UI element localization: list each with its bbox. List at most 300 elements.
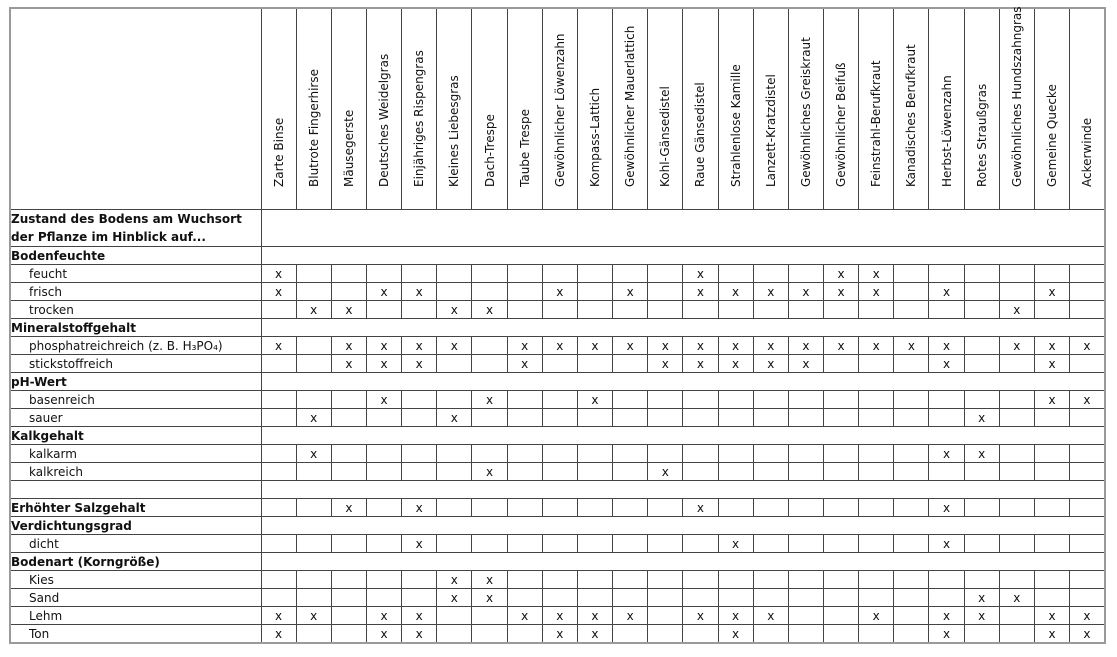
mark-cell xyxy=(542,589,577,607)
mark-cell: x xyxy=(1034,607,1069,625)
mark-cell: x xyxy=(1070,625,1105,644)
mark-cell: x xyxy=(1070,337,1105,355)
mark-cell: x xyxy=(261,265,296,283)
mark-cell xyxy=(824,625,859,644)
mark-cell xyxy=(1070,445,1105,463)
category-label: Bodenfeuchte xyxy=(10,247,261,265)
mark-cell xyxy=(824,499,859,517)
mark-cell xyxy=(753,571,788,589)
mark-cell: x xyxy=(859,265,894,283)
mark-cell xyxy=(402,463,437,481)
mark-cell: x xyxy=(824,283,859,301)
mark-cell xyxy=(472,409,507,427)
category-data-row xyxy=(10,499,1105,517)
mark-cell xyxy=(648,589,683,607)
mark-cell xyxy=(331,607,366,625)
mark-cell: x xyxy=(753,355,788,373)
plant-name: Herbst-Löwenzahn xyxy=(939,75,954,187)
mark-cell xyxy=(648,607,683,625)
condition-row xyxy=(10,535,1105,553)
mark-cell xyxy=(964,499,999,517)
mark-cell: x xyxy=(824,265,859,283)
corner-cell xyxy=(10,8,261,210)
mark-cell xyxy=(542,409,577,427)
mark-cell xyxy=(964,301,999,319)
mark-cell xyxy=(296,355,331,373)
mark-cell xyxy=(964,265,999,283)
mark-cell: x xyxy=(577,337,612,355)
mark-cell xyxy=(929,589,964,607)
mark-cell xyxy=(648,445,683,463)
blank-row xyxy=(10,481,1105,499)
mark-cell xyxy=(507,391,542,409)
mark-cell: x xyxy=(613,607,648,625)
mark-cell xyxy=(894,355,929,373)
plant-column-header xyxy=(472,8,507,210)
condition-label: feucht xyxy=(10,265,261,283)
mark-cell: x xyxy=(929,355,964,373)
condition-label: Ton xyxy=(10,625,261,644)
mark-cell xyxy=(577,445,612,463)
mark-cell xyxy=(788,535,823,553)
mark-cell xyxy=(859,499,894,517)
mark-cell xyxy=(472,265,507,283)
condition-label: Sand xyxy=(10,589,261,607)
mark-cell xyxy=(894,265,929,283)
mark-cell: x xyxy=(718,337,753,355)
plant-name: Dach-Trespe xyxy=(482,114,497,187)
mark-cell xyxy=(929,409,964,427)
mark-cell xyxy=(929,301,964,319)
mark-cell: x xyxy=(472,589,507,607)
mark-cell xyxy=(296,589,331,607)
intro-label-line2: der Pflanze im Hinblick auf... xyxy=(11,230,206,244)
mark-cell: x xyxy=(1034,355,1069,373)
mark-cell xyxy=(824,409,859,427)
plant-column-header xyxy=(261,8,296,210)
category-span-cell xyxy=(261,319,1105,337)
mark-cell: x xyxy=(929,535,964,553)
plant-column-header xyxy=(437,8,472,210)
plant-column-header xyxy=(753,8,788,210)
mark-cell xyxy=(929,391,964,409)
condition-row xyxy=(10,589,1105,607)
mark-cell xyxy=(859,589,894,607)
plant-column-header xyxy=(859,8,894,210)
mark-cell xyxy=(296,283,331,301)
mark-cell xyxy=(648,499,683,517)
mark-cell: x xyxy=(683,283,718,301)
mark-cell xyxy=(507,265,542,283)
mark-cell: x xyxy=(1070,391,1105,409)
mark-cell xyxy=(577,589,612,607)
mark-cell: x xyxy=(824,337,859,355)
category-label: Mineralstoffgehalt xyxy=(10,319,261,337)
category-span-cell xyxy=(261,553,1105,571)
category-label: Verdichtungsgrad xyxy=(10,517,261,535)
mark-cell xyxy=(859,571,894,589)
mark-cell xyxy=(964,391,999,409)
mark-cell xyxy=(437,607,472,625)
intro-span-cell xyxy=(261,210,1105,247)
mark-cell xyxy=(788,463,823,481)
mark-cell: x xyxy=(577,625,612,644)
condition-label: stickstoffreich xyxy=(10,355,261,373)
mark-cell xyxy=(472,445,507,463)
mark-cell xyxy=(648,625,683,644)
category-label: Kalkgehalt xyxy=(10,427,261,445)
mark-cell xyxy=(648,571,683,589)
mark-cell: x xyxy=(402,625,437,644)
plant-column-header xyxy=(402,8,437,210)
mark-cell xyxy=(261,445,296,463)
mark-cell xyxy=(366,499,401,517)
mark-cell xyxy=(437,445,472,463)
mark-cell: x xyxy=(577,391,612,409)
condition-row xyxy=(10,463,1105,481)
mark-cell xyxy=(613,391,648,409)
category-label: Erhöhter Salzgehalt xyxy=(10,499,261,517)
mark-cell xyxy=(331,625,366,644)
mark-cell xyxy=(999,355,1034,373)
mark-cell: x xyxy=(683,265,718,283)
mark-cell xyxy=(824,445,859,463)
mark-cell xyxy=(788,265,823,283)
mark-cell: x xyxy=(296,409,331,427)
mark-cell xyxy=(824,463,859,481)
mark-cell xyxy=(824,391,859,409)
mark-cell: x xyxy=(718,535,753,553)
plant-name: Raue Gänsedistel xyxy=(693,82,708,187)
mark-cell: x xyxy=(683,355,718,373)
mark-cell xyxy=(331,571,366,589)
plant-name: Strahlenlose Kamille xyxy=(728,64,743,187)
mark-cell: x xyxy=(366,337,401,355)
mark-cell: x xyxy=(472,463,507,481)
mark-cell xyxy=(437,535,472,553)
mark-cell: x xyxy=(718,355,753,373)
mark-cell: x xyxy=(859,607,894,625)
condition-label: frisch xyxy=(10,283,261,301)
mark-cell xyxy=(507,301,542,319)
mark-cell xyxy=(331,589,366,607)
mark-cell xyxy=(507,283,542,301)
mark-cell xyxy=(261,571,296,589)
mark-cell xyxy=(894,283,929,301)
mark-cell xyxy=(1070,499,1105,517)
mark-cell: x xyxy=(331,301,366,319)
mark-cell xyxy=(613,535,648,553)
mark-cell xyxy=(999,445,1034,463)
mark-cell xyxy=(472,355,507,373)
mark-cell: x xyxy=(999,589,1034,607)
mark-cell xyxy=(999,409,1034,427)
mark-cell xyxy=(999,499,1034,517)
mark-cell xyxy=(753,499,788,517)
condition-label: trocken xyxy=(10,301,261,319)
mark-cell xyxy=(507,589,542,607)
mark-cell xyxy=(753,391,788,409)
plant-name: Gemeine Quecke xyxy=(1045,84,1060,187)
mark-cell xyxy=(824,301,859,319)
mark-cell xyxy=(788,391,823,409)
mark-cell: x xyxy=(437,571,472,589)
mark-cell: x xyxy=(472,571,507,589)
mark-cell xyxy=(472,499,507,517)
mark-cell xyxy=(683,571,718,589)
mark-cell: x xyxy=(1034,337,1069,355)
mark-cell xyxy=(613,409,648,427)
mark-cell xyxy=(894,499,929,517)
mark-cell: x xyxy=(859,337,894,355)
plant-column-header xyxy=(894,8,929,210)
plant-name: Kleines Liebesgras xyxy=(447,75,462,187)
intro-label-line1: Zustand des Bodens am Wuchsort xyxy=(11,212,242,226)
mark-cell xyxy=(296,571,331,589)
mark-cell xyxy=(824,607,859,625)
mark-cell xyxy=(718,445,753,463)
mark-cell xyxy=(964,625,999,644)
mark-cell xyxy=(683,391,718,409)
mark-cell: x xyxy=(753,283,788,301)
mark-cell xyxy=(753,625,788,644)
mark-cell: x xyxy=(999,301,1034,319)
mark-cell: x xyxy=(366,625,401,644)
condition-label: basenreich xyxy=(10,391,261,409)
mark-cell xyxy=(472,337,507,355)
plant-header-row xyxy=(10,8,1105,210)
mark-cell xyxy=(648,391,683,409)
mark-cell xyxy=(788,589,823,607)
category-row xyxy=(10,319,1105,337)
mark-cell: x xyxy=(788,355,823,373)
category-span-cell xyxy=(261,481,1105,499)
mark-cell: x xyxy=(929,337,964,355)
mark-cell xyxy=(261,355,296,373)
mark-cell xyxy=(894,445,929,463)
mark-cell xyxy=(999,571,1034,589)
mark-cell xyxy=(577,409,612,427)
mark-cell: x xyxy=(507,337,542,355)
mark-cell xyxy=(824,589,859,607)
mark-cell xyxy=(577,571,612,589)
mark-cell: x xyxy=(1034,283,1069,301)
mark-cell: x xyxy=(683,337,718,355)
mark-cell xyxy=(261,535,296,553)
mark-cell xyxy=(1034,463,1069,481)
mark-cell xyxy=(1070,589,1105,607)
plant-name: Feinstrahl-Berufkraut xyxy=(869,60,884,187)
mark-cell xyxy=(648,283,683,301)
mark-cell: x xyxy=(542,283,577,301)
mark-cell: x xyxy=(331,499,366,517)
mark-cell: x xyxy=(894,337,929,355)
mark-cell xyxy=(437,499,472,517)
mark-cell xyxy=(613,571,648,589)
mark-cell xyxy=(613,589,648,607)
mark-cell xyxy=(437,265,472,283)
mark-cell xyxy=(894,589,929,607)
mark-cell: x xyxy=(261,337,296,355)
mark-cell xyxy=(859,445,894,463)
plant-name: Rotes Straußgras xyxy=(974,83,989,187)
mark-cell: x xyxy=(1034,625,1069,644)
category-label: Bodenart (Korngröße) xyxy=(10,553,261,571)
plant-name: Lanzett-Kratzdistel xyxy=(763,74,778,187)
plant-name: Gewöhnliches Greiskraut xyxy=(798,37,813,187)
plant-column-header xyxy=(577,8,612,210)
mark-cell xyxy=(542,535,577,553)
plant-name: Blutrote Fingerhirse xyxy=(306,69,321,187)
mark-cell: x xyxy=(261,625,296,644)
mark-cell xyxy=(859,391,894,409)
mark-cell xyxy=(613,265,648,283)
mark-cell xyxy=(753,535,788,553)
category-span-cell xyxy=(261,517,1105,535)
mark-cell xyxy=(824,355,859,373)
condition-row xyxy=(10,625,1105,644)
mark-cell: x xyxy=(402,337,437,355)
plant-column-header xyxy=(1070,8,1105,210)
mark-cell xyxy=(894,535,929,553)
mark-cell: x xyxy=(1034,391,1069,409)
mark-cell xyxy=(261,409,296,427)
mark-cell xyxy=(577,535,612,553)
mark-cell xyxy=(542,445,577,463)
mark-cell xyxy=(331,265,366,283)
mark-cell: x xyxy=(331,355,366,373)
mark-cell xyxy=(1034,301,1069,319)
mark-cell xyxy=(753,409,788,427)
mark-cell: x xyxy=(261,607,296,625)
mark-cell xyxy=(1034,571,1069,589)
intro-row xyxy=(10,210,1105,247)
plant-column-header xyxy=(964,8,999,210)
mark-cell xyxy=(964,337,999,355)
mark-cell xyxy=(964,535,999,553)
mark-cell xyxy=(894,391,929,409)
mark-cell xyxy=(894,571,929,589)
mark-cell xyxy=(613,445,648,463)
mark-cell xyxy=(613,625,648,644)
plant-name: Zarte Binse xyxy=(271,117,286,187)
condition-row xyxy=(10,355,1105,373)
mark-cell: x xyxy=(964,445,999,463)
mark-cell: x xyxy=(402,607,437,625)
mark-cell xyxy=(613,355,648,373)
mark-cell xyxy=(753,463,788,481)
mark-cell xyxy=(753,589,788,607)
mark-cell xyxy=(577,301,612,319)
intro-label xyxy=(10,210,261,247)
mark-cell xyxy=(577,499,612,517)
condition-label: kalkreich xyxy=(10,463,261,481)
mark-cell xyxy=(366,265,401,283)
mark-cell xyxy=(296,535,331,553)
mark-cell xyxy=(542,301,577,319)
plant-column-header xyxy=(542,8,577,210)
mark-cell xyxy=(964,283,999,301)
plant-column-header xyxy=(648,8,683,210)
mark-cell xyxy=(331,463,366,481)
plant-name: Taube Trespe xyxy=(517,109,532,187)
condition-label: kalkarm xyxy=(10,445,261,463)
mark-cell xyxy=(824,571,859,589)
mark-cell: x xyxy=(929,625,964,644)
mark-cell xyxy=(1070,463,1105,481)
mark-cell xyxy=(402,301,437,319)
mark-cell xyxy=(859,355,894,373)
mark-cell xyxy=(929,463,964,481)
mark-cell: x xyxy=(753,337,788,355)
mark-cell: x xyxy=(437,409,472,427)
plant-name: Kanadisches Berufkraut xyxy=(904,44,919,187)
plant-column-header xyxy=(507,8,542,210)
plant-column-header xyxy=(718,8,753,210)
mark-cell: x xyxy=(929,607,964,625)
mark-cell xyxy=(437,463,472,481)
mark-cell xyxy=(718,463,753,481)
mark-cell xyxy=(788,301,823,319)
mark-cell xyxy=(507,445,542,463)
mark-cell: x xyxy=(577,607,612,625)
mark-cell xyxy=(683,589,718,607)
mark-cell: x xyxy=(437,337,472,355)
mark-cell xyxy=(859,409,894,427)
mark-cell xyxy=(613,463,648,481)
condition-row xyxy=(10,391,1105,409)
mark-cell xyxy=(472,535,507,553)
mark-cell xyxy=(296,463,331,481)
plant-column-header xyxy=(1034,8,1069,210)
mark-cell: x xyxy=(929,499,964,517)
plant-column-header xyxy=(296,8,331,210)
mark-cell: x xyxy=(964,409,999,427)
mark-cell xyxy=(683,463,718,481)
mark-cell: x xyxy=(437,589,472,607)
mark-cell: x xyxy=(648,463,683,481)
mark-cell xyxy=(577,463,612,481)
mark-cell xyxy=(824,535,859,553)
mark-cell: x xyxy=(261,283,296,301)
category-row xyxy=(10,247,1105,265)
mark-cell xyxy=(859,301,894,319)
plant-column-header xyxy=(788,8,823,210)
mark-cell xyxy=(296,625,331,644)
mark-cell xyxy=(1034,409,1069,427)
condition-row xyxy=(10,337,1105,355)
plant-name: Gewöhnlicher Beifuß xyxy=(834,62,849,187)
mark-cell xyxy=(648,301,683,319)
mark-cell: x xyxy=(296,445,331,463)
category-label: pH-Wert xyxy=(10,373,261,391)
mark-cell xyxy=(1034,535,1069,553)
mark-cell xyxy=(507,463,542,481)
mark-cell: x xyxy=(613,337,648,355)
mark-cell xyxy=(542,499,577,517)
mark-cell xyxy=(1034,265,1069,283)
mark-cell: x xyxy=(929,283,964,301)
mark-cell xyxy=(1070,265,1105,283)
mark-cell xyxy=(999,265,1034,283)
plant-name: Mäusegerste xyxy=(341,109,356,187)
mark-cell xyxy=(718,409,753,427)
condition-row xyxy=(10,445,1105,463)
plant-column-header xyxy=(613,8,648,210)
mark-cell xyxy=(1070,301,1105,319)
mark-cell xyxy=(964,571,999,589)
mark-cell: x xyxy=(507,607,542,625)
